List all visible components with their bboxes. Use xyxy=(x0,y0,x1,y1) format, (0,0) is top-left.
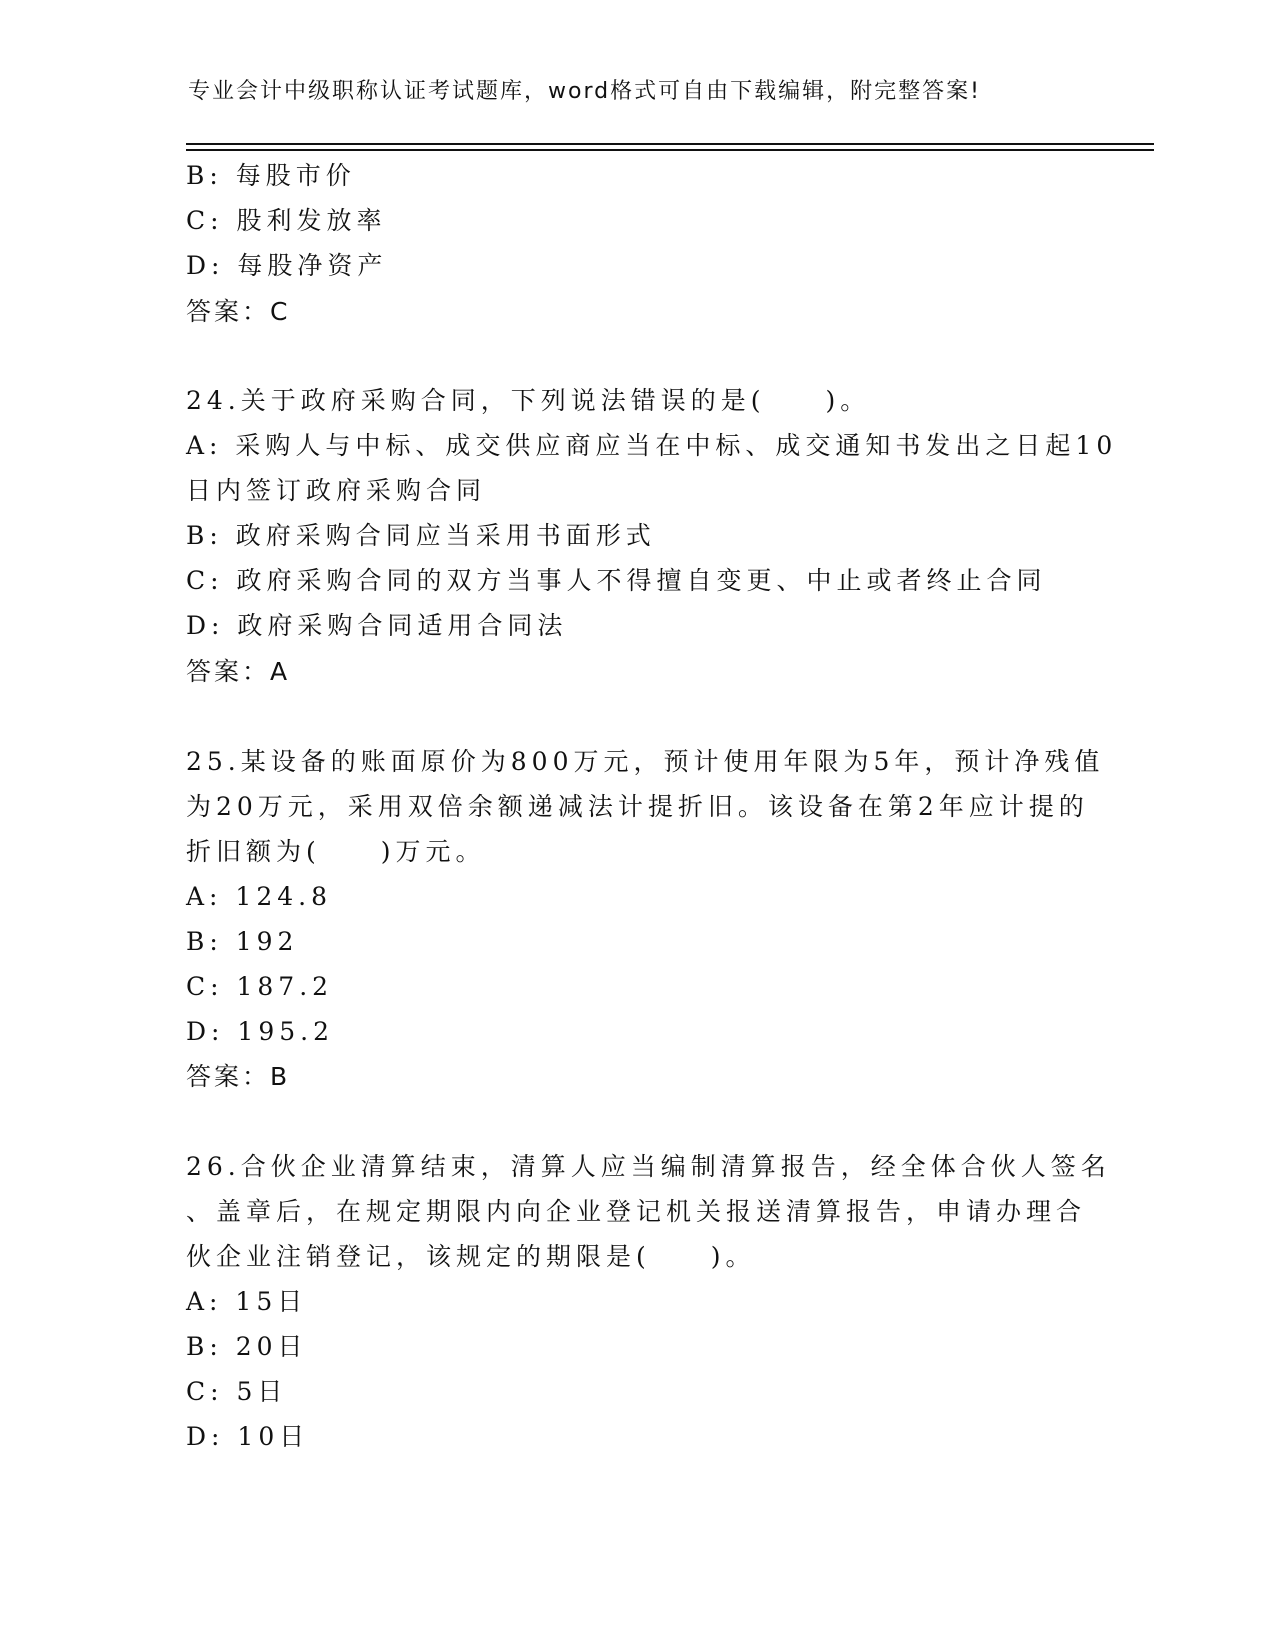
q26-option-a: A: 15日 xyxy=(186,1287,308,1316)
q25-stem-end: 折旧额为( )万元。 xyxy=(186,837,486,866)
q25-option-a: A: 124.8 xyxy=(186,882,332,911)
q25-option-c: C: 187.2 xyxy=(186,972,334,1001)
q24-option-b: B: 政府采购合同应当采用书面形式 xyxy=(186,521,656,550)
q26-stem: 26.合伙企业清算结束，清算人应当编制清算报告，经全体合伙人签名 xyxy=(186,1152,1111,1181)
q25-stem-continued: 为20万元，采用双倍余额递减法计提折旧。该设备在第2年应计提的 xyxy=(186,792,1089,821)
q25-answer: 答案：B xyxy=(186,1062,291,1091)
q26-option-b: B: 20日 xyxy=(186,1332,308,1361)
q23-option-d: D: 每股净资产 xyxy=(186,251,388,280)
q26-option-d: D: 10日 xyxy=(186,1422,310,1451)
q24-option-c: C: 政府采购合同的双方当事人不得擅自变更、中止或者终止合同 xyxy=(186,566,1047,595)
q23-option-c: C: 股利发放率 xyxy=(186,206,387,235)
q25-option-d: D: 195.2 xyxy=(186,1017,334,1046)
q25-option-b: B: 192 xyxy=(186,927,299,956)
header-rule-bottom xyxy=(186,149,1154,151)
q26-option-c: C: 5日 xyxy=(186,1377,288,1406)
q26-stem-end: 伙企业注销登记，该规定的期限是( )。 xyxy=(186,1242,756,1271)
q24-option-a-continued: 日内签订政府采购合同 xyxy=(186,476,487,505)
q24-answer: 答案：A xyxy=(186,657,291,686)
q25-stem: 25.某设备的账面原价为800万元，预计使用年限为5年，预计净残值 xyxy=(186,747,1105,776)
q24-option-a: A: 采购人与中标、成交供应商应当在中标、成交通知书发出之日起10 xyxy=(186,431,1118,460)
document-header: 专业会计中级职称认证考试题库，word格式可自由下载编辑，附完整答案! xyxy=(188,79,981,104)
header-rule-top xyxy=(186,143,1154,145)
q24-stem: 24.关于政府采购合同，下列说法错误的是( )。 xyxy=(186,386,871,415)
q26-stem-continued: 、盖章后，在规定期限内向企业登记机关报送清算报告，申请办理合 xyxy=(186,1197,1087,1226)
q24-option-d: D: 政府采购合同适用合同法 xyxy=(186,611,568,640)
q23-answer: 答案：C xyxy=(186,297,291,326)
q23-option-b: B: 每股市价 xyxy=(186,161,356,190)
